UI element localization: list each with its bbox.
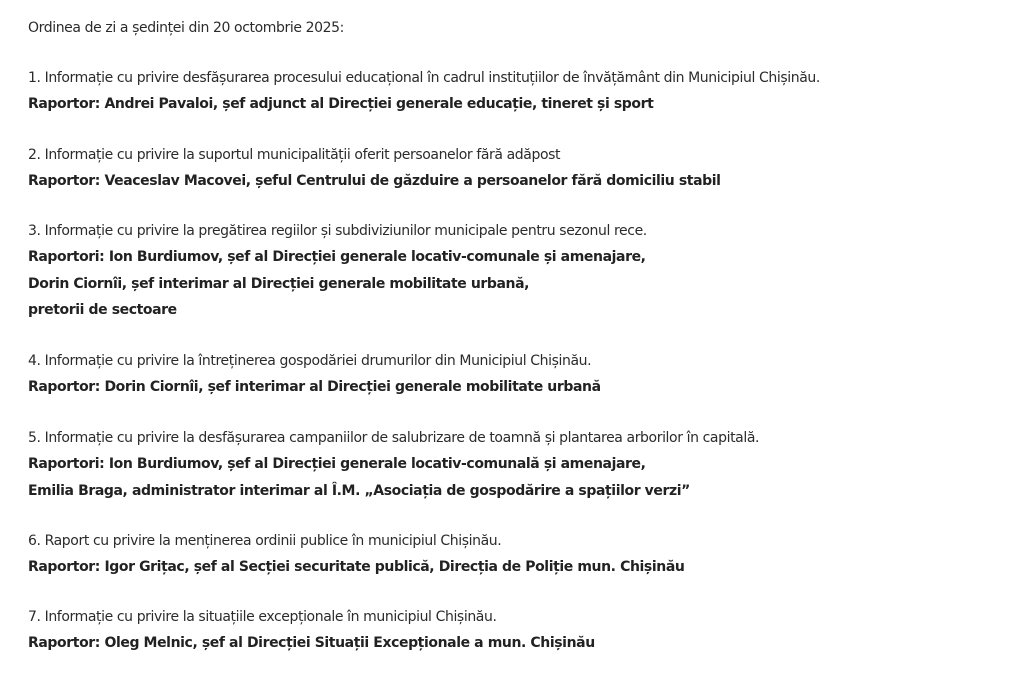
agenda-item-title: 2. Informație cu privire la suportul municipalității oferit persoanelor fără adăpost: [28, 147, 561, 163]
agenda-item-5: [28, 428, 759, 507]
agenda-item-raportor: pretorii de sectoare: [28, 302, 177, 318]
agenda-item-raportor: Emilia Braga, administrator interimar al Î.M. „Asociația de gospodărire a spațiilor verzi”: [28, 482, 690, 499]
agenda-item-raportor: Raportori: Ion Burdiumov, șef al Direcției generale locativ-comunale și amenajare,: [28, 249, 646, 265]
agenda-item-title: 5. Informație cu privire la desfășurarea campaniilor de salubrizare de toamnă și plantarea arborilor în capitală.: [28, 430, 760, 446]
agenda-item-title: 4. Informație cu privire la întreținerea gospodăriei drumurilor din Municipiul Chișinău.: [28, 353, 592, 369]
agenda-item-raportor: Raportor: Igor Grițac, șef al Secției securitate publică, Direcția de Poliție mun. Chișinău: [28, 559, 685, 575]
agenda-intro: Ordinea de zi a ședinței din 20 octombrie 2025:: [28, 20, 344, 36]
agenda-item-2: [28, 145, 721, 198]
agenda-item-title: 1. Informație cu privire desfășurarea procesului educațional în cadrul instituțiilor de învățământ din Municipiul Chișinău.: [28, 70, 820, 86]
agenda-item-raportor: Raportor: Dorin Ciornîi, șef interimar al Direcției generale mobilitate urbană: [28, 379, 601, 395]
agenda-item-title: 7. Informație cu privire la situațiile excepționale în municipiul Chișinău.: [28, 609, 497, 625]
agenda-item-1: [28, 68, 820, 121]
agenda-item-raportor: Dorin Ciornîi, șef interimar al Direcției generale mobilitate urbană,: [28, 275, 530, 292]
agenda-item-raportor: Raportor: Andrei Pavaloi, șef adjunct al Direcției generale educație, tineret și sport: [28, 96, 654, 112]
agenda-item-title: 6. Raport cu privire la menținerea ordinii publice în municipiul Chișinău.: [28, 533, 502, 549]
agenda-item-3: [28, 221, 647, 327]
agenda-item-raportor: Raportor: Veaceslav Macovei, șeful Centrului de găzduire a persoanelor fără domiciliu stabil: [28, 173, 721, 189]
agenda-item-title: 3. Informație cu privire la pregătirea regiilor și subdiviziunilor municipale pentru sezonul rece.: [28, 223, 647, 239]
agenda-item-4: [28, 351, 601, 404]
agenda-item-raportor: Raportor: Oleg Melnic, șef al Direcției Situații Excepționale a mun. Chișinău: [28, 635, 595, 651]
agenda-item-6: [28, 531, 684, 584]
agenda-item-7: [28, 607, 595, 660]
agenda-item-raportor: Raportori: Ion Burdiumov, șef al Direcției generale locativ-comunală și amenajare,: [28, 456, 646, 472]
